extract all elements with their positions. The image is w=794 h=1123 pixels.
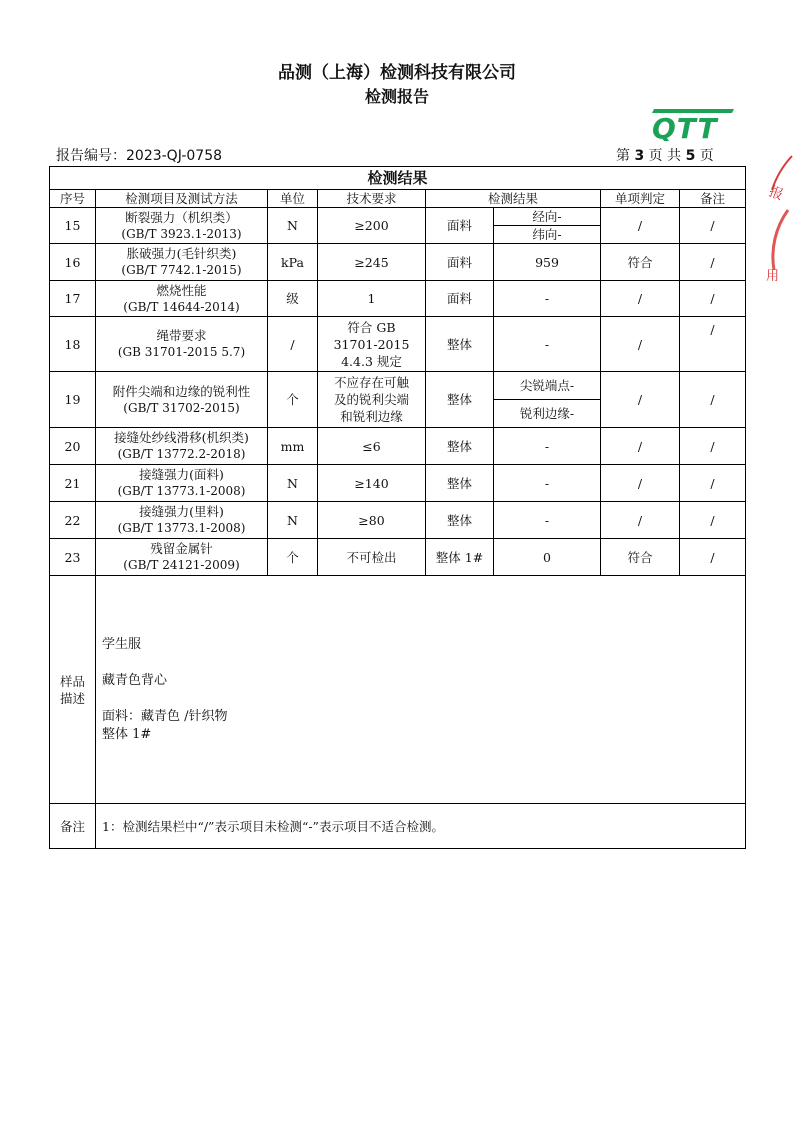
table-row (50, 317, 746, 372)
row-judgement: / (601, 208, 680, 244)
row-no: 19 (50, 372, 96, 428)
row-item: 接缝强力(里料) (GB/T 13773.1-2008) (96, 502, 268, 539)
row-part: 面料 (426, 244, 494, 281)
row-item: 胀破强力(毛针织类) (GB/T 7742.1-2015) (96, 244, 268, 281)
table-row (50, 502, 746, 539)
row-item: 附件尖端和边缘的锐利性 (GB/T 31702-2015) (96, 372, 268, 428)
row-no: 20 (50, 428, 96, 465)
row-no: 22 (50, 502, 96, 539)
svg-text:报: 报 (766, 183, 786, 204)
table-row (50, 539, 746, 576)
row-unit: N (268, 208, 318, 244)
row-item: 接缝强力(面料) (GB/T 13773.1-2008) (96, 465, 268, 502)
row-result: - (494, 281, 601, 317)
row-unit: N (268, 465, 318, 502)
row-part: 整体 (426, 465, 494, 502)
row-requirement: ≥200 (318, 208, 426, 244)
document-title: 检测报告 (364, 87, 429, 106)
sample-description (96, 576, 746, 804)
row-result: - (494, 317, 601, 372)
col-header-unit: 单位 (268, 190, 318, 208)
row-requirement: ≤6 (318, 428, 426, 465)
page-prefix: 第 (616, 148, 630, 164)
sample-label: 样品 描述 (50, 576, 96, 804)
row-requirement: 符合 GB 31701-2015 4.4.3 规定 (318, 317, 426, 372)
row-item: 燃烧性能 (GB/T 14644-2014) (96, 281, 268, 317)
row-unit: 个 (268, 539, 318, 576)
sample-fabric: 面料：藏青色 /针织物 (102, 708, 228, 724)
row-result: 0 (494, 539, 601, 576)
row-judgement: 符合 (601, 539, 680, 576)
logo-text: QTT (652, 112, 718, 141)
sample-name: 学生服 (102, 636, 142, 652)
page-indicator (616, 145, 714, 165)
row-result-sharp-points: 尖锐端点- (494, 372, 601, 400)
row-remark: / (680, 317, 746, 372)
note-label: 备注 (50, 804, 96, 849)
row-no: 16 (50, 244, 96, 281)
page-total: 5 (685, 148, 696, 164)
row-requirement: 1 (318, 281, 426, 317)
row-remark: / (680, 428, 746, 465)
official-seal-stamp (758, 150, 794, 320)
table-row (50, 428, 746, 465)
row-unit: 个 (268, 372, 318, 428)
table-row (50, 244, 746, 281)
row-no: 15 (50, 208, 96, 244)
row-judgement: / (601, 317, 680, 372)
row-unit: N (268, 502, 318, 539)
row-item: 接缝处纱线滑移(机织类) (GB/T 13772.2-2018) (96, 428, 268, 465)
row-requirement: ≥80 (318, 502, 426, 539)
row-result: - (494, 465, 601, 502)
row-part: 整体 (426, 428, 494, 465)
table-row (50, 465, 746, 502)
row-part: 整体 (426, 372, 494, 428)
row-result: 959 (494, 244, 601, 281)
page-suffix: 页 (699, 148, 714, 164)
row-part: 面料 (426, 281, 494, 317)
col-header-judgement: 单项判定 (601, 190, 680, 208)
col-header-result: 检测结果 (426, 190, 601, 208)
row-remark: / (680, 502, 746, 539)
row-judgement: / (601, 428, 680, 465)
row-remark: / (680, 281, 746, 317)
row-remark: / (680, 465, 746, 502)
row-remark: / (680, 244, 746, 281)
row-requirement: 不应存在可触 及的锐利尖端 和锐利边缘 (318, 372, 426, 428)
row-item: 断裂强力（机织类） (GB/T 3923.1-2013) (96, 208, 268, 244)
row-judgement: / (601, 372, 680, 428)
row-part: 整体 (426, 502, 494, 539)
row-result-weft: 纬向- (494, 226, 601, 244)
row-judgement: / (601, 502, 680, 539)
row-remark: / (680, 372, 746, 428)
col-header-no: 序号 (50, 190, 96, 208)
row-remark: / (680, 208, 746, 244)
row-no: 21 (50, 465, 96, 502)
row-requirement: ≥140 (318, 465, 426, 502)
sample-color: 藏青色背心 (102, 672, 168, 688)
row-item: 残留金属针 (GB/T 24121-2009) (96, 539, 268, 576)
row-result-sharp-edges: 锐利边缘- (494, 400, 601, 428)
page-current: 3 (634, 148, 645, 164)
row-judgement: / (601, 281, 680, 317)
row-part: 整体 1# (426, 539, 494, 576)
col-header-remark: 备注 (680, 190, 746, 208)
row-no: 23 (50, 539, 96, 576)
row-requirement: 不可检出 (318, 539, 426, 576)
row-remark: / (680, 539, 746, 576)
row-unit: 级 (268, 281, 318, 317)
row-item: 绳带要求 (GB 31701-2015 5.7) (96, 317, 268, 372)
page-mid: 页 共 (648, 148, 682, 164)
qtt-logo (648, 107, 734, 141)
note-row (50, 804, 746, 849)
sample-description-row (50, 576, 746, 804)
company-name: 品测（上海）检测科技有限公司 (278, 63, 516, 83)
table-title: 检测结果 (50, 167, 746, 190)
table-row (50, 208, 746, 226)
table-row (50, 372, 746, 400)
row-result: - (494, 428, 601, 465)
note-text: 1：检测结果栏中“/”表示项目未检测“-”表示项目不适合检测。 (96, 804, 746, 849)
row-unit: kPa (268, 244, 318, 281)
row-part: 面料 (426, 208, 494, 244)
row-result-warp: 经向- (494, 208, 601, 226)
row-judgement: 符合 (601, 244, 680, 281)
results-table (49, 166, 746, 849)
row-requirement: ≥245 (318, 244, 426, 281)
table-row (50, 281, 746, 317)
row-no: 18 (50, 317, 96, 372)
row-part: 整体 (426, 317, 494, 372)
row-no: 17 (50, 281, 96, 317)
row-unit: mm (268, 428, 318, 465)
col-header-requirement: 技术要求 (318, 190, 426, 208)
sample-part: 整体 1# (102, 726, 152, 742)
col-header-item: 检测项目及测试方法 (96, 190, 268, 208)
row-result: - (494, 502, 601, 539)
row-unit: / (268, 317, 318, 372)
row-judgement: / (601, 465, 680, 502)
svg-text:用: 用 (766, 269, 780, 284)
report-number: 报告编号：2023-QJ-0758 (56, 148, 223, 164)
